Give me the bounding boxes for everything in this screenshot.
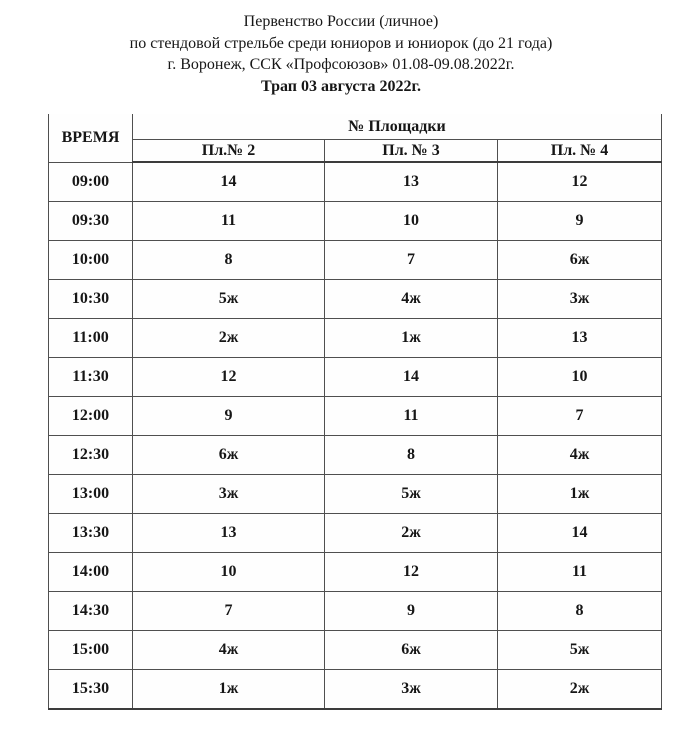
table-header-row-2 [49,140,662,163]
squad-cell: 10 [498,358,662,397]
squad-cell: 10 [133,553,325,592]
schedule-table [48,114,662,710]
squad-cell: 6ж [498,241,662,280]
squad-cell: 14 [325,358,498,397]
table-row [49,553,662,592]
table-row [49,475,662,514]
title-line-2: по стендовой стрельбе среди юниоров и юниорок (до 21 года) [129,34,553,52]
time-cell: 09:30 [49,202,133,241]
time-cell: 13:30 [49,514,133,553]
document-header [0,0,682,97]
squad-cell: 12 [325,553,498,592]
squad-cell: 1ж [133,670,325,710]
table-row [49,592,662,631]
squad-cell: 9 [133,397,325,436]
squad-cell: 10 [325,202,498,241]
time-cell: 14:00 [49,553,133,592]
squad-cell: 4ж [133,631,325,670]
squad-cell: 13 [133,514,325,553]
time-cell: 10:30 [49,280,133,319]
squad-cell: 11 [325,397,498,436]
squad-cell: 7 [498,397,662,436]
squad-cell: 5ж [133,280,325,319]
table-row [49,514,662,553]
squad-cell: 14 [133,162,325,202]
table-row [49,241,662,280]
squad-cell: 14 [498,514,662,553]
squad-cell: 7 [133,592,325,631]
time-cell: 11:30 [49,358,133,397]
squad-cell: 2ж [325,514,498,553]
squad-cell: 7 [325,241,498,280]
squad-cell: 1ж [325,319,498,358]
time-cell: 10:00 [49,241,133,280]
time-cell: 12:00 [49,397,133,436]
table-row [49,436,662,475]
table-row [49,202,662,241]
time-cell: 15:30 [49,670,133,710]
squad-cell: 3ж [325,670,498,710]
squad-cell: 1ж [498,475,662,514]
column-header-pl2: Пл.№ 2 [133,140,325,163]
column-header-pl4: Пл. № 4 [498,140,662,163]
squad-cell: 12 [133,358,325,397]
table-row [49,670,662,710]
title-line-4: Трап 03 августа 2022г. [261,77,421,95]
squad-cell: 8 [133,241,325,280]
squad-cell: 11 [498,553,662,592]
title-line-1: Первенство России (личное) [243,13,439,30]
time-cell: 15:00 [49,631,133,670]
time-cell: 14:30 [49,592,133,631]
squad-cell: 11 [133,202,325,241]
time-cell: 11:00 [49,319,133,358]
time-cell: 12:30 [49,436,133,475]
squad-cell: 9 [325,592,498,631]
group-header: № Площадки [133,114,662,140]
table-row [49,319,662,358]
table-row [49,358,662,397]
squad-cell: 4ж [498,436,662,475]
squad-cell: 13 [498,319,662,358]
squad-cell: 3ж [498,280,662,319]
squad-cell: 6ж [133,436,325,475]
table-row [49,631,662,670]
squad-cell: 3ж [133,475,325,514]
title-line-3: г. Воронеж, ССК «Профсоюзов» 01.08-09.08.2022г. [167,56,515,73]
time-column-header: ВРЕМЯ [49,114,133,162]
squad-cell: 2ж [133,319,325,358]
squad-cell: 13 [325,162,498,202]
squad-cell: 8 [325,436,498,475]
time-cell: 13:00 [49,475,133,514]
table-row [49,397,662,436]
squad-cell: 2ж [498,670,662,710]
table-header-row-1 [49,114,662,140]
squad-cell: 6ж [325,631,498,670]
table-row [49,162,662,202]
squad-cell: 8 [498,592,662,631]
squad-cell: 12 [498,162,662,202]
table-row [49,280,662,319]
squad-cell: 4ж [325,280,498,319]
squad-cell: 9 [498,202,662,241]
squad-cell: 5ж [325,475,498,514]
time-cell: 09:00 [49,162,133,202]
column-header-pl3: Пл. № 3 [325,140,498,163]
squad-cell: 5ж [498,631,662,670]
